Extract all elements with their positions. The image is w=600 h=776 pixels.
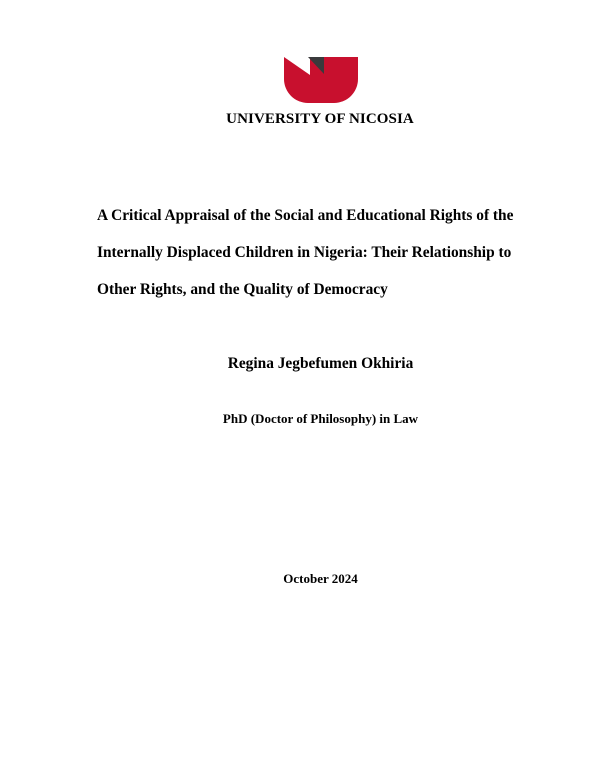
thesis-title-line: Other Rights, and the Quality of Democracy	[97, 281, 388, 298]
university-logo	[284, 57, 358, 103]
submission-date: October 2024	[283, 571, 358, 586]
thesis-title-line: A Critical Appraisal of the Social and Educational Rights of the	[97, 207, 514, 224]
thesis-title	[97, 204, 537, 315]
university-name: UNIVERSITY OF NICOSIA	[226, 111, 414, 127]
degree: PhD (Doctor of Philosophy) in Law	[222, 411, 419, 426]
thesis-title-line: Internally Displaced Children in Nigeria: Their Relationship to	[97, 244, 512, 261]
author-name: Regina Jegbefumen Okhiria	[227, 355, 414, 372]
